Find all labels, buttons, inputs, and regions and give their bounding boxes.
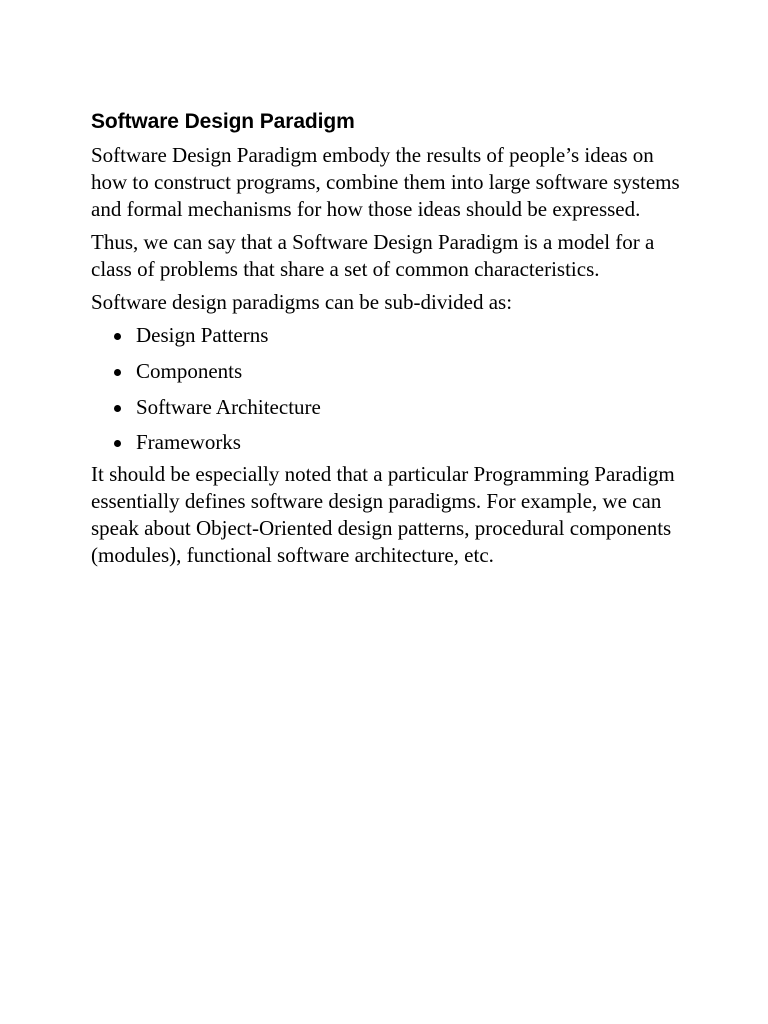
list-item — [91, 394, 691, 429]
bullet-icon — [114, 369, 121, 376]
paragraph-model: Thus, we can say that a Software Design Paradigm is a model for a class of problems that share a set of common characteristics. — [91, 230, 655, 281]
list-item — [91, 358, 691, 394]
list-item — [91, 429, 691, 461]
paragraph-definition: Software Design Paradigm embody the results of people’s ideas on how to construct programs, combine them into large software systems and formal mechanisms for how those ideas should be expressed. — [91, 143, 680, 221]
list-item — [91, 322, 691, 358]
list-item-label: Design Patterns — [136, 323, 269, 347]
paradigm-list — [91, 322, 691, 461]
paragraph-programming-paradigm: It should be especially noted that a particular Programming Paradigm essentially defines software design paradigms. For example, we can speak about Object-Oriented design patterns, procedural components (modules), functional software architecture, etc. — [91, 462, 675, 567]
document-page — [91, 108, 691, 575]
list-item-label: Frameworks — [136, 430, 241, 454]
paragraph-subdivision-intro: Software design paradigms can be sub-divided as: — [91, 290, 513, 314]
bullet-icon — [114, 333, 121, 340]
list-item-label: Software Architecture — [136, 395, 321, 419]
section-heading: Software Design Paradigm — [91, 110, 355, 133]
bullet-icon — [114, 405, 121, 412]
list-item-label: Components — [136, 359, 243, 383]
bullet-icon — [114, 440, 121, 447]
